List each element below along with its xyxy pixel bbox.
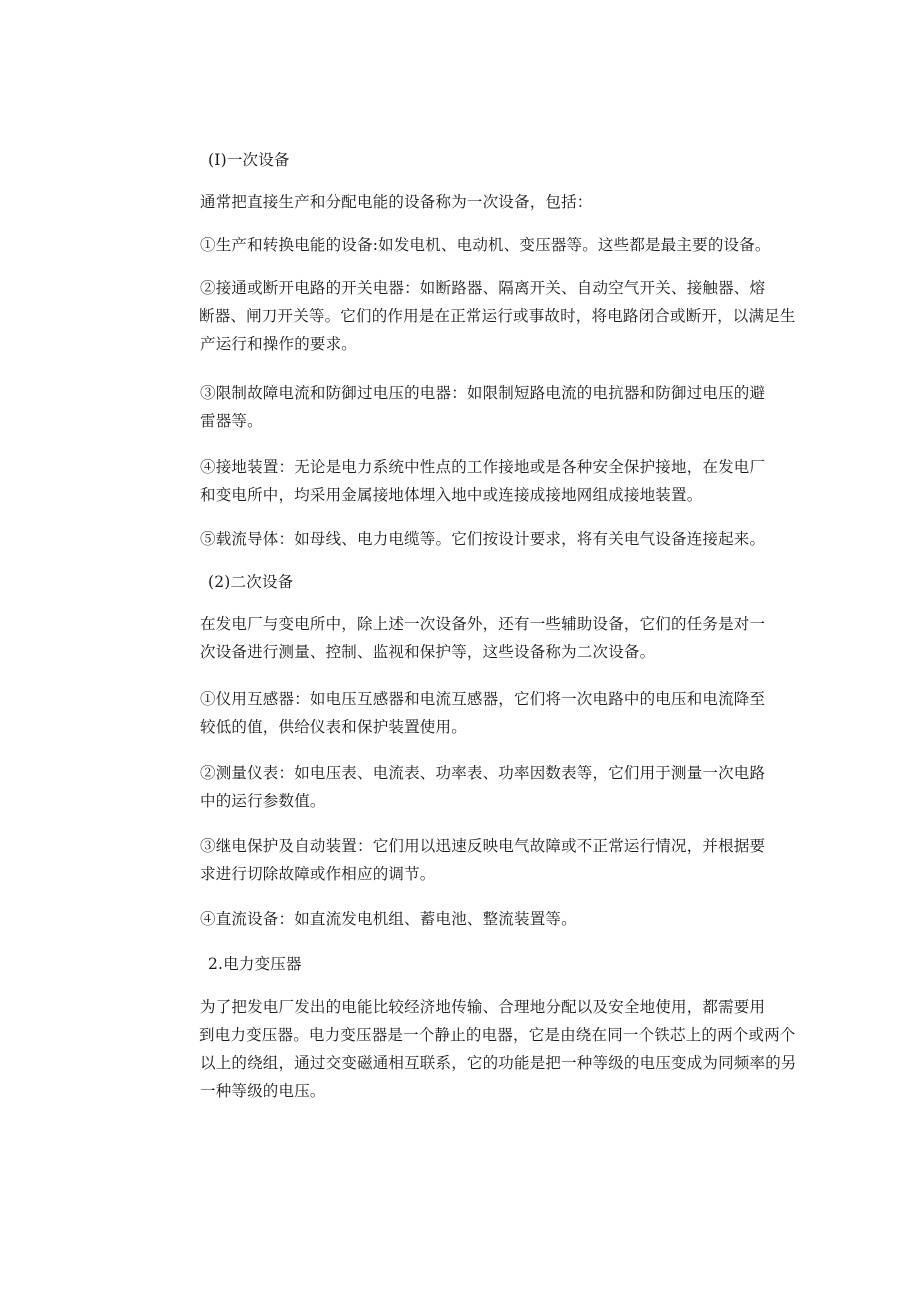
- paragraph-line: ②测量仪表：如电压表、电流表、功率表、功率因数表等，它们用于测量一次电路: [200, 764, 766, 782]
- paragraph-line: ④直流设备：如直流发电机组、蓄电池、整流装置等。: [200, 910, 577, 928]
- paragraph-secondary-item-3: [200, 832, 770, 888]
- paragraph-line: 和变电所中，均采用金属接地体埋入地中或连接成接地网组成接地装置。: [200, 486, 703, 504]
- paragraph-line: 一种等级的电压。: [200, 1082, 326, 1100]
- heading-text: (I)一次设备: [208, 151, 290, 169]
- paragraph-item-3: [200, 379, 770, 435]
- paragraph-line: ②接通或断开电路的开关电器：如断路器、隔离开关、自动空气开关、接触器、熔: [200, 279, 766, 297]
- paragraph-line: ③继电保护及自动装置：它们用以迅速反映电气故障或不正常运行情况，并根据要: [200, 837, 766, 855]
- heading-text: 2.电力变压器: [208, 955, 302, 973]
- paragraph-line: ④接地装置：无论是电力系统中性点的工作接地或是各种安全保护接地，在发电厂: [200, 458, 766, 476]
- paragraph-line: 中的运行参数值。: [200, 792, 326, 810]
- paragraph-secondary-item-2: [200, 759, 770, 815]
- paragraph-line: 求进行切除故障或作相应的调节。: [200, 865, 436, 883]
- paragraph-line: 雷器等。: [200, 412, 263, 430]
- paragraph-line: 在发电厂与变电所中，除上述一次设备外，还有一些辅助设备，它们的任务是对一: [200, 615, 766, 633]
- paragraph-secondary-item-4: [200, 905, 770, 933]
- section-heading-secondary-equipment: [200, 568, 770, 596]
- paragraph-item-5: [200, 525, 770, 553]
- paragraph-line: 通常把直接生产和分配电能的设备称为一次设备，包括：: [200, 193, 593, 211]
- paragraph-line: 以上的绕组，通过交变磁通相互联系，它的功能是把一种等级的电压变成为同频率的另: [200, 1054, 797, 1072]
- paragraph-line: ③限制故障电流和防御过电压的电器：如限制短路电流的电抗器和防御过电压的避: [200, 384, 766, 402]
- paragraph-item-4: [200, 453, 770, 509]
- paragraph-line: 到电力变压器。电力变压器是一个静止的电器，它是由绕在同一个铁芯上的两个或两个: [199, 1026, 796, 1044]
- paragraph-line: 为了把发电厂发出的电能比较经济地传输、合理地分配以及安全地使用，都需要用: [200, 998, 766, 1016]
- paragraph-line: 较低的值，供给仪表和保护装置使用。: [200, 718, 467, 736]
- paragraph-line: 产运行和操作的要求。: [200, 335, 358, 353]
- paragraph-transformer: [199, 993, 797, 1105]
- paragraph-line: ①仪用互感器：如电压互感器和电流互感器，它们将一次电路中的电压和电流降至: [200, 690, 766, 708]
- paragraph-secondary-intro: [200, 610, 770, 666]
- heading-text: (2)二次设备: [208, 573, 294, 591]
- paragraph-line: 次设备进行测量、控制、监视和保护等，这些设备称为二次设备。: [200, 643, 656, 661]
- paragraph-line: 断器、闸刀开关等。它们的作用是在正常运行或事故时，将电路闭合或断开，以满足生: [199, 307, 796, 325]
- paragraph-secondary-item-1: [200, 685, 770, 741]
- section-heading-primary-equipment: [200, 146, 770, 174]
- section-heading-power-transformer: [200, 950, 770, 978]
- paragraph-line: ⑤载流导体：如母线、电力电缆等。它们按设计要求，将有关电气设备连接起来。: [200, 530, 766, 548]
- paragraph-item-1: [200, 231, 770, 259]
- paragraph-line: ①生产和转换电能的设备:如发电机、电动机、变压器等。这些都是最主要的设备。: [200, 236, 771, 254]
- paragraph-intro: [200, 188, 770, 216]
- paragraph-item-2: [199, 274, 796, 358]
